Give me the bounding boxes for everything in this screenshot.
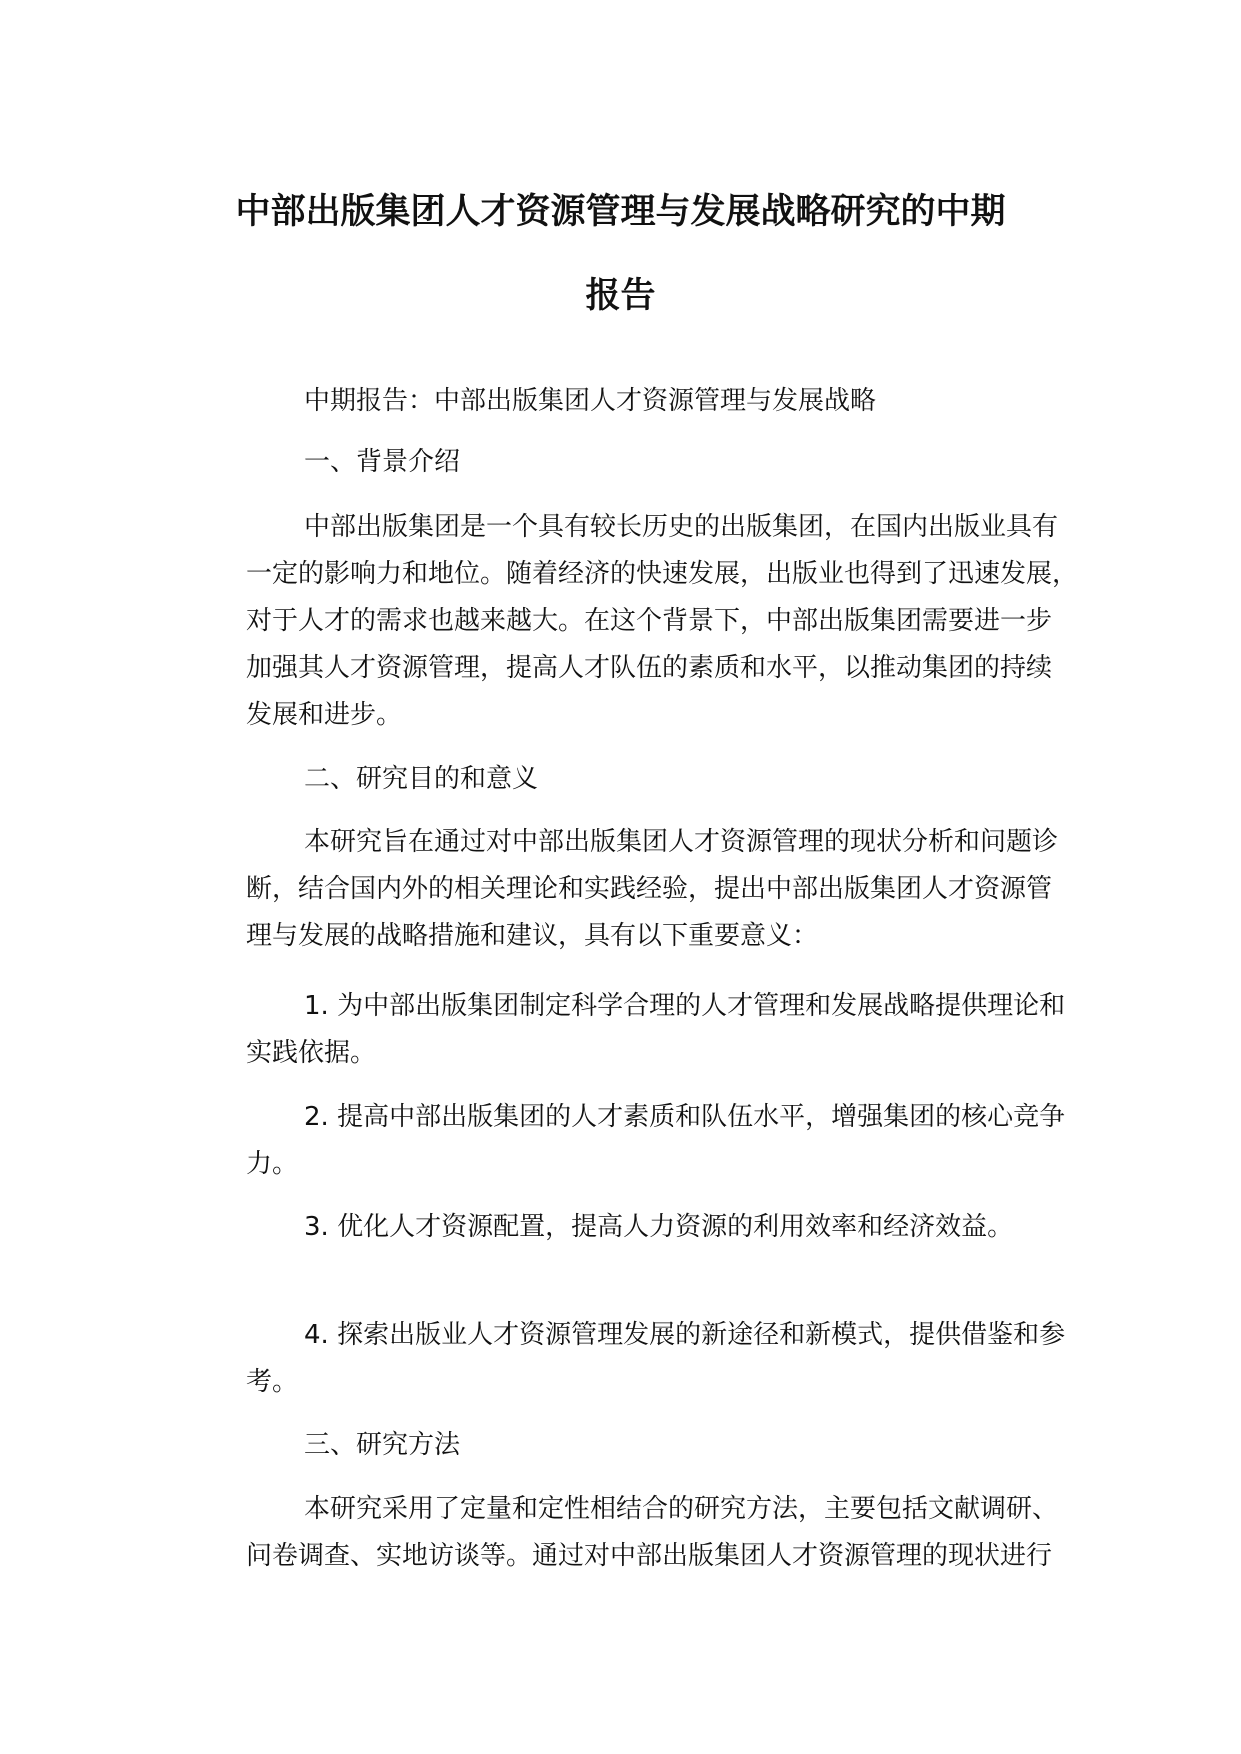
paragraph-line: 3. 优化人才资源配置，提高人力资源的利用效率和经济效益。 <box>304 1212 1014 1242</box>
paragraph-line: 二、研究目的和意义 <box>304 764 539 794</box>
paragraph-line: 对于人才的需求也越来越大。在这个背景下，中部出版集团需要进一步 <box>246 606 1053 636</box>
paragraph-line: 断，结合国内外的相关理论和实践经验，提出中部出版集团人才资源管 <box>246 874 1053 904</box>
paragraph-line: 一、背景介绍 <box>304 447 461 477</box>
paragraph-line: 2. 提高中部出版集团的人才素质和队伍水平，增强集团的核心竞争 <box>304 1102 1066 1132</box>
significance-item-2 <box>188 1094 1065 1188</box>
report-subtitle-paragraph <box>188 378 876 425</box>
paragraph-line: 中部出版集团是一个具有较长历史的出版集团，在国内出版业具有 <box>304 512 1059 542</box>
section-heading-methods <box>188 1422 460 1469</box>
significance-item-1 <box>188 983 1065 1077</box>
paragraph-line: 中期报告：中部出版集团人才资源管理与发展战略 <box>304 386 877 416</box>
section-heading-background <box>188 439 460 486</box>
paragraph-line: 理与发展的战略措施和建议，具有以下重要意义： <box>246 921 819 951</box>
section-heading-purpose <box>188 756 538 803</box>
purpose-paragraph <box>188 819 1058 960</box>
document-title <box>150 170 1091 338</box>
paragraph-line: 本研究采用了定量和定性相结合的研究方法，主要包括文献调研、 <box>304 1494 1059 1524</box>
paragraph-line: 实践依据。 <box>246 1038 377 1068</box>
paragraph-line: 本研究旨在通过对中部出版集团人才资源管理的现状分析和问题诊 <box>304 827 1059 857</box>
paragraph-line: 4. 探索出版业人才资源管理发展的新途径和新模式，提供借鉴和参 <box>304 1320 1066 1350</box>
significance-item-4 <box>188 1312 1065 1406</box>
paragraph-line: 发展和进步。 <box>246 700 403 730</box>
paragraph-line: 力。 <box>246 1149 299 1179</box>
significance-item-3 <box>188 1204 1013 1251</box>
paragraph-line: 加强其人才资源管理，提高人才队伍的素质和水平，以推动集团的持续 <box>246 653 1053 683</box>
methods-paragraph <box>188 1486 1058 1580</box>
background-paragraph <box>188 504 1078 739</box>
paragraph-line: 三、研究方法 <box>304 1430 461 1460</box>
paragraph-line: 考。 <box>246 1367 299 1397</box>
paragraph-line: 问卷调查、实地访谈等。通过对中部出版集团人才资源管理的现状进行 <box>246 1541 1053 1571</box>
title-line: 报告 <box>585 276 656 316</box>
paragraph-line: 1. 为中部出版集团制定科学合理的人才管理和发展战略提供理论和 <box>304 991 1066 1021</box>
title-line: 中部出版集团人才资源管理与发展战略研究的中期 <box>235 192 1006 232</box>
paragraph-line: 一定的影响力和地位。随着经济的快速发展，出版业也得到了迅速发展， <box>246 559 1079 589</box>
